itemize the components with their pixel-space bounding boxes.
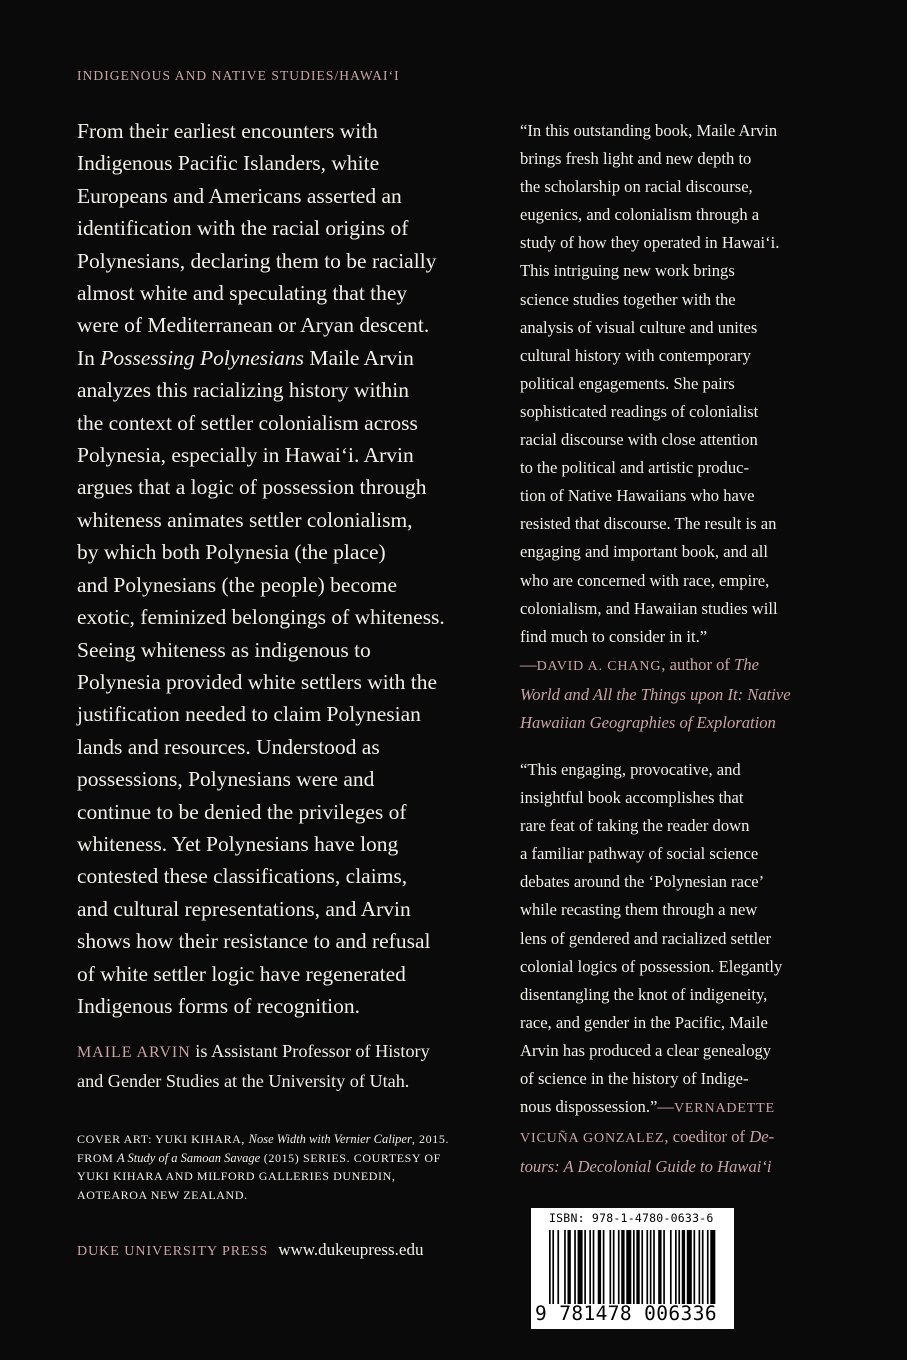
endorsement-chang: [520, 117, 850, 737]
blurb-line: study of how they operated in Hawai‘i.: [520, 233, 780, 253]
blurb-line: race, and gender in the Pacific, Maile: [520, 1012, 768, 1032]
blurb-line: insightful book accomplishes that: [520, 788, 744, 808]
endorsement-gonzalez: [520, 756, 850, 1181]
credit-line: COVER ART: YUKI KIHARA, Nose Width with Vernier Caliper, 2015.: [77, 1132, 450, 1146]
endorser-name: VERNADETTE: [673, 1101, 775, 1117]
publisher-line: [77, 1240, 423, 1260]
blurb-line: who are concerned with race, empire,: [520, 570, 770, 590]
barcode-bars: [549, 1230, 717, 1304]
description-line: analyzes this racializing history within: [77, 378, 409, 403]
author-bio-line: and Gender Studies at the University of Utah.: [77, 1071, 410, 1091]
blurb-line: disentangling the knot of indigeneity,: [520, 984, 768, 1004]
description-line: whiteness animates settler colonialism,: [77, 507, 413, 532]
blurb-attribution: World and All the Things upon It: Native: [520, 684, 791, 704]
blurb-attribution: VICUÑA GONZALEZ, coeditor of De-: [520, 1127, 775, 1147]
blurb-line: brings fresh light and new depth to: [520, 149, 752, 169]
blurb-line: the scholarship on racial discourse,: [520, 177, 753, 197]
blurb-attribution: tours: A Decolonial Guide to Hawai‘i: [520, 1157, 772, 1177]
blurb-line: science studies together with the: [520, 289, 736, 309]
book-description: [77, 115, 497, 1022]
blurb-line: political engagements. She pairs: [520, 373, 735, 393]
credit-line: YUKI KIHARA AND MILFORD GALLERIES DUNEDIN,: [77, 1169, 396, 1183]
barcode-digits: 9 781478 006336: [535, 1302, 717, 1325]
blurb-line: tion of Native Hawaiians who have: [520, 486, 755, 506]
description-line: and cultural representations, and Arvin: [77, 896, 411, 921]
description-line: justification needed to claim Polynesian: [77, 702, 421, 727]
cover-art-credit: [77, 1130, 497, 1204]
description-line: contested these classifications, claims,: [77, 864, 408, 889]
description-line: Indigenous forms of recognition.: [77, 993, 361, 1018]
description-line: identification with the racial origins of: [77, 216, 409, 241]
book-title: Possessing Polynesians: [100, 345, 304, 370]
description-line: of white settler logic have regenerated: [77, 961, 406, 986]
description-line: the context of settler colonialism across: [77, 410, 418, 435]
description-line: exotic, feminized belongings of whiteness.: [77, 605, 445, 630]
blurb-line: debates around the ‘Polynesian race’: [520, 872, 765, 892]
blurb-line: This intriguing new work brings: [520, 261, 735, 281]
blurb-line: nous dispossession.”—VERNADETTE: [520, 1097, 775, 1117]
blurb-line: of science in the history of Indige-: [520, 1069, 749, 1089]
blurb-line: find much to consider in it.”: [520, 626, 708, 646]
blurb-line: “In this outstanding book, Maile Arvin: [520, 121, 778, 140]
author-bio-line: MAILE ARVIN is Assistant Professor of History: [77, 1041, 430, 1061]
isbn-barcode: [531, 1208, 734, 1329]
description-line: possessions, Polynesians were and: [77, 767, 375, 792]
blurb-line: racial discourse with close attention: [520, 430, 758, 450]
publisher-url: www.dukeupress.edu: [278, 1240, 424, 1259]
isbn-label: ISBN: 978-1-4780-0633-6: [549, 1211, 714, 1225]
blurb-line: “This engaging, provocative, and: [520, 760, 741, 779]
blurb-line: rare feat of taking the reader down: [520, 816, 750, 836]
description-line: Indigenous Pacific Islanders, white: [77, 151, 380, 176]
author-bio: [77, 1037, 497, 1096]
blurb-line: analysis of visual culture and unites: [520, 317, 758, 337]
description-line: In Possessing Polynesians Maile Arvin: [77, 345, 414, 370]
description-line: and Polynesians (the people) become: [77, 572, 398, 597]
blurb-line: sophisticated readings of colonialist: [520, 401, 759, 421]
credit-line: AOTEAROA NEW ZEALAND.: [77, 1187, 248, 1202]
blurb-line: colonial logics of possession. Elegantly: [520, 956, 783, 976]
description-line: Europeans and Americans asserted an: [77, 183, 402, 208]
blurb-line: while recasting them through a new: [520, 900, 758, 920]
description-line: by which both Polynesia (the place): [77, 540, 386, 565]
endorser-name: DAVID A. CHANG: [536, 658, 662, 674]
blurb-line: lens of gendered and racialized settler: [520, 928, 772, 948]
blurb-line: engaging and important book, and all: [520, 542, 768, 562]
blurb-line: a familiar pathway of social science: [520, 844, 759, 864]
blurb-attribution: —DAVID A. CHANG, author of The: [520, 654, 759, 674]
blurb-line: cultural history with contemporary: [520, 345, 751, 365]
blurb-line: eugenics, and colonialism through a: [520, 205, 760, 225]
blurb-attribution: Hawaiian Geographies of Exploration: [520, 712, 776, 732]
category-label: INDIGENOUS AND NATIVE STUDIES/HAWAI‘I: [77, 68, 400, 83]
description-line: shows how their resistance to and refusal: [77, 929, 431, 954]
description-line: Polynesians, declaring them to be racially: [77, 248, 437, 273]
blurb-line: resisted that discourse. The result is an: [520, 514, 777, 534]
description-line: Polynesia, especially in Hawai‘i. Arvin: [77, 443, 414, 468]
description-line: almost white and speculating that they: [77, 281, 408, 306]
credit-line: FROM A Study of a Samoan Savage (2015) SERIES. COURTESY OF: [77, 1150, 441, 1165]
description-line: argues that a logic of possession through: [77, 475, 427, 500]
description-line: were of Mediterranean or Aryan descent.: [77, 313, 430, 338]
description-line: continue to be denied the privileges of: [77, 799, 407, 824]
description-line: Polynesia provided white settlers with the: [77, 669, 438, 694]
blurb-line: to the political and artistic produc-: [520, 458, 750, 478]
description-line: lands and resources. Understood as: [77, 734, 380, 759]
blurb-line: colonialism, and Hawaiian studies will: [520, 598, 778, 618]
author-name: MAILE ARVIN: [77, 1044, 191, 1061]
description-line: whiteness. Yet Polynesians have long: [77, 831, 399, 856]
description-line: Seeing whiteness as indigenous to: [77, 637, 371, 662]
publisher-name: DUKE UNIVERSITY PRESS: [77, 1244, 269, 1259]
description-line: From their earliest encounters with: [77, 119, 378, 143]
blurb-line: Arvin has produced a clear genealogy: [520, 1040, 772, 1060]
